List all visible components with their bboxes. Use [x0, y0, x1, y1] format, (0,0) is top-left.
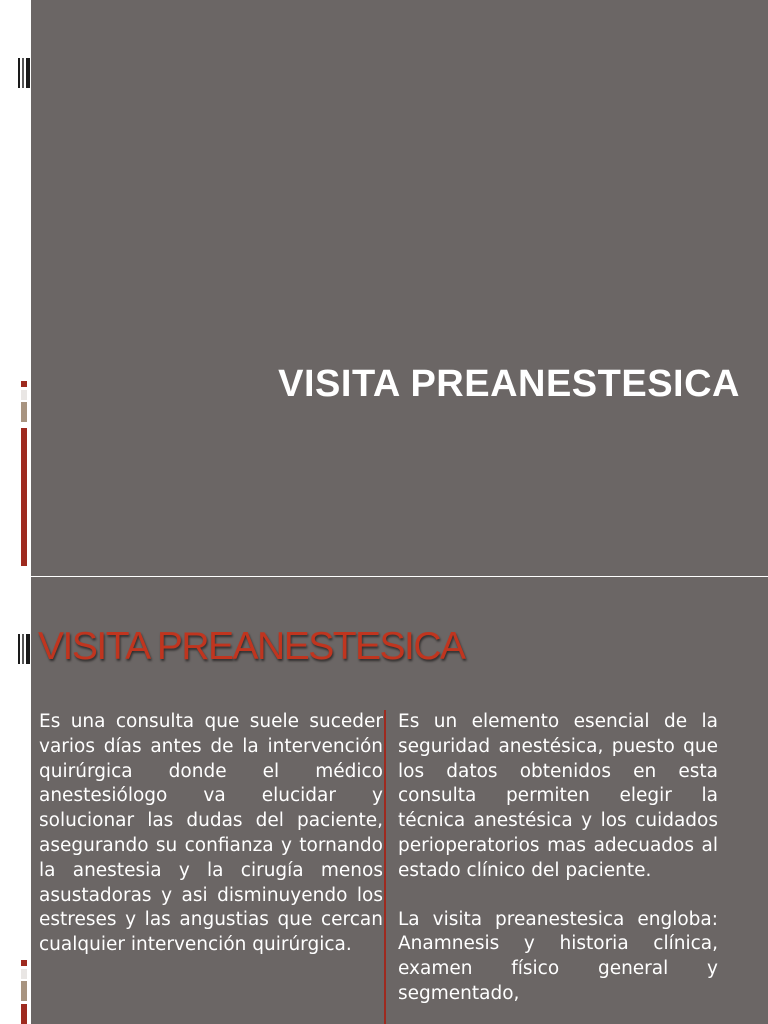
accent-block: [21, 402, 27, 422]
accent-bar: [21, 1004, 27, 1024]
slide-marker-icon: [18, 634, 30, 664]
accent-block: [21, 390, 27, 400]
column-divider: [384, 710, 386, 1024]
accent-block: [21, 969, 27, 979]
slide-title: VISITA PREANESTESICA: [278, 363, 740, 405]
slide-marker-icon: [18, 58, 30, 88]
left-column: [39, 710, 383, 958]
accent-block: [21, 960, 27, 966]
accent-block: [21, 381, 27, 387]
slide-heading: VISITA PREANESTESICA: [38, 625, 465, 668]
accent-block: [21, 981, 27, 1001]
content-slide: [0, 576, 768, 1024]
left-paragraph: Es una consulta que suele suceder varios días antes de la intervención quirúrgica donde el médico anestesiólogo va elucidar y solucionar las dudas del paciente, asegurando su confianza y tornando la anestesia y la cirugía menos asustadoras y asi disminuyendo los estreses y las angustias que cercan cualquier intervención quirúrgica.: [39, 711, 383, 956]
right-paragraph: La visita preanestesica engloba: Anamnesis y historia clínica, examen físico general y segmentado,: [398, 908, 718, 1004]
slide-background: [31, 0, 768, 576]
accent-bar: [21, 428, 27, 566]
right-paragraph: Es un elemento esencial de la seguridad anestésica, puesto que los datos obtenidos en esta consulta permiten elegir la técnica anestésica y los cuidados perioperatorios mas adecuados al estado clínico del paciente.: [398, 711, 718, 881]
right-column: [398, 710, 718, 1007]
